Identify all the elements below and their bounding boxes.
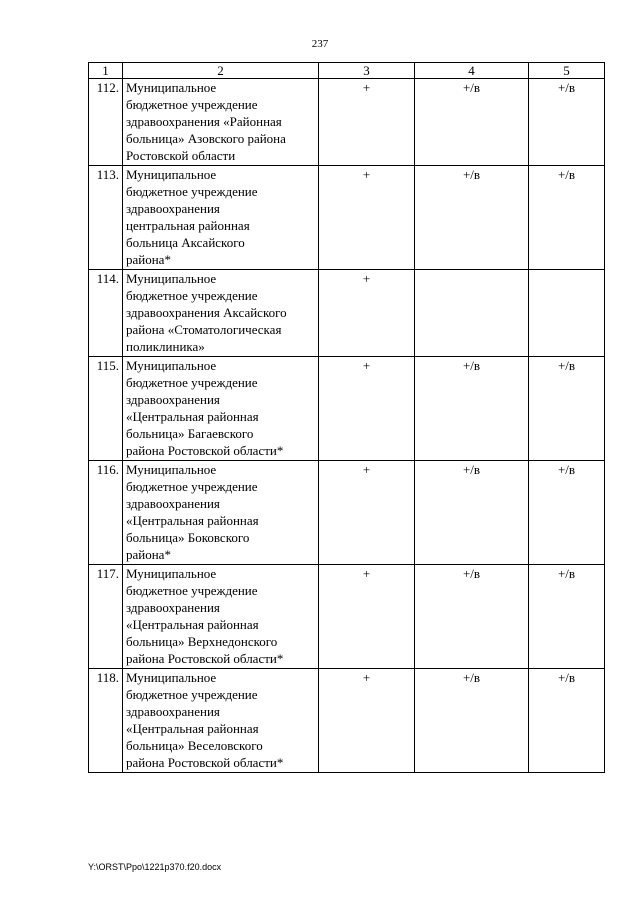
file-path-footer: Y:\ORST\Ppo\1221p370.f20.docx xyxy=(88,862,222,872)
institution-name: Муниципальное бюджетное учреждение здравоохранения «Центральная районная больница» Боковского района* xyxy=(123,461,319,565)
column-3-mark: + xyxy=(319,166,415,270)
column-3-mark: + xyxy=(319,270,415,357)
table-row xyxy=(89,461,605,565)
column-5-mark: +/в xyxy=(529,79,605,166)
column-4-mark: +/в xyxy=(415,565,529,669)
table-row xyxy=(89,357,605,461)
column-5-mark: +/в xyxy=(529,461,605,565)
column-4-mark: +/в xyxy=(415,357,529,461)
institution-name: Муниципальное бюджетное учреждение здравоохранения «Центральная районная больница» Веселовского района Ростовской области* xyxy=(123,669,319,773)
table-row xyxy=(89,166,605,270)
column-5-mark: +/в xyxy=(529,357,605,461)
institution-name: Муниципальное бюджетное учреждение здравоохранения Аксайского района «Стоматологическая поликлиника» xyxy=(123,270,319,357)
column-header-1: 1 xyxy=(89,63,123,79)
column-4-mark: +/в xyxy=(415,461,529,565)
column-5-mark xyxy=(529,270,605,357)
table-header-row xyxy=(89,63,605,79)
column-5-mark: +/в xyxy=(529,669,605,773)
column-4-mark xyxy=(415,270,529,357)
column-4-mark: +/в xyxy=(415,166,529,270)
row-number: 115. xyxy=(89,357,123,461)
table-row xyxy=(89,79,605,166)
row-number: 118. xyxy=(89,669,123,773)
column-4-mark: +/в xyxy=(415,669,529,773)
column-3-mark: + xyxy=(319,461,415,565)
table-row xyxy=(89,565,605,669)
column-header-3: 3 xyxy=(319,63,415,79)
column-header-5: 5 xyxy=(529,63,605,79)
column-3-mark: + xyxy=(319,79,415,166)
institution-name: Муниципальное бюджетное учреждение здравоохранения «Районная больница» Азовского района Ростовской области xyxy=(123,79,319,166)
column-header-2: 2 xyxy=(123,63,319,79)
table-row xyxy=(89,669,605,773)
row-number: 116. xyxy=(89,461,123,565)
column-3-mark: + xyxy=(319,357,415,461)
row-number: 113. xyxy=(89,166,123,270)
column-3-mark: + xyxy=(319,565,415,669)
institution-name: Муниципальное бюджетное учреждение здравоохранения «Центральная районная больница» Верхнедонского района Ростовской области* xyxy=(123,565,319,669)
column-5-mark: +/в xyxy=(529,166,605,270)
institutions-table xyxy=(88,62,605,773)
column-5-mark: +/в xyxy=(529,565,605,669)
institution-name: Муниципальное бюджетное учреждение здравоохранения центральная районная больница Аксайского района* xyxy=(123,166,319,270)
column-header-4: 4 xyxy=(415,63,529,79)
column-4-mark: +/в xyxy=(415,79,529,166)
row-number: 112. xyxy=(89,79,123,166)
page-number: 237 xyxy=(311,38,329,50)
row-number: 114. xyxy=(89,270,123,357)
row-number: 117. xyxy=(89,565,123,669)
institution-name: Муниципальное бюджетное учреждение здравоохранения «Центральная районная больница» Багаевского района Ростовской области* xyxy=(123,357,319,461)
table-row xyxy=(89,270,605,357)
column-3-mark: + xyxy=(319,669,415,773)
